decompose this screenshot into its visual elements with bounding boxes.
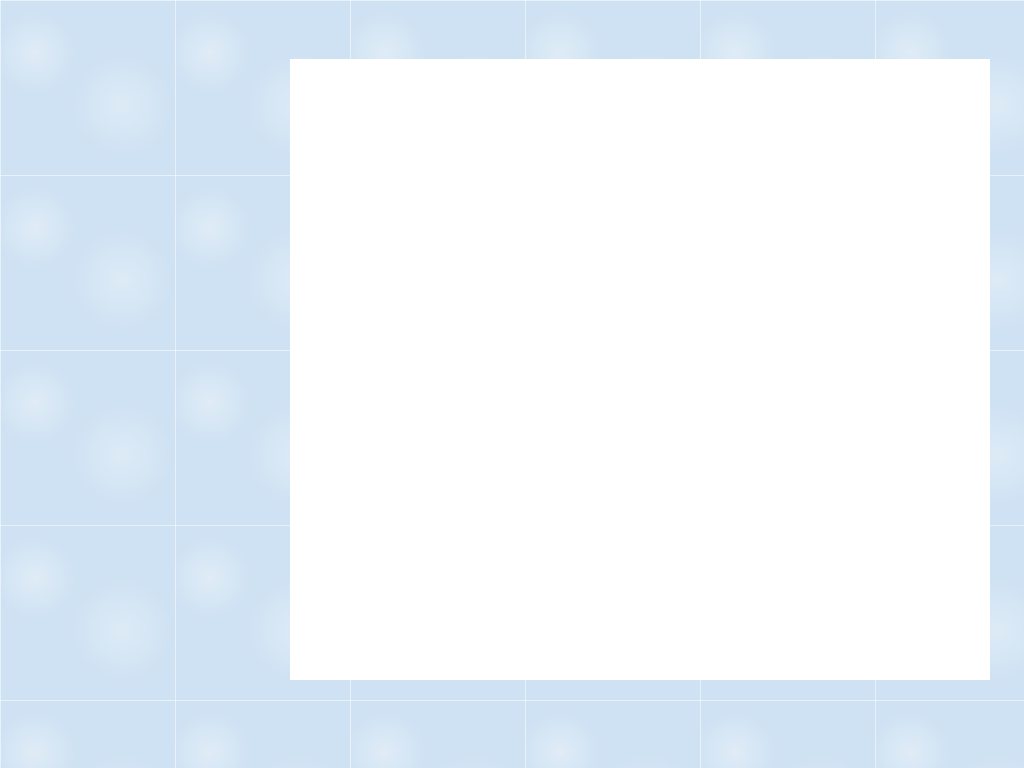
figure-card <box>290 59 990 680</box>
figure-chart <box>290 59 990 680</box>
